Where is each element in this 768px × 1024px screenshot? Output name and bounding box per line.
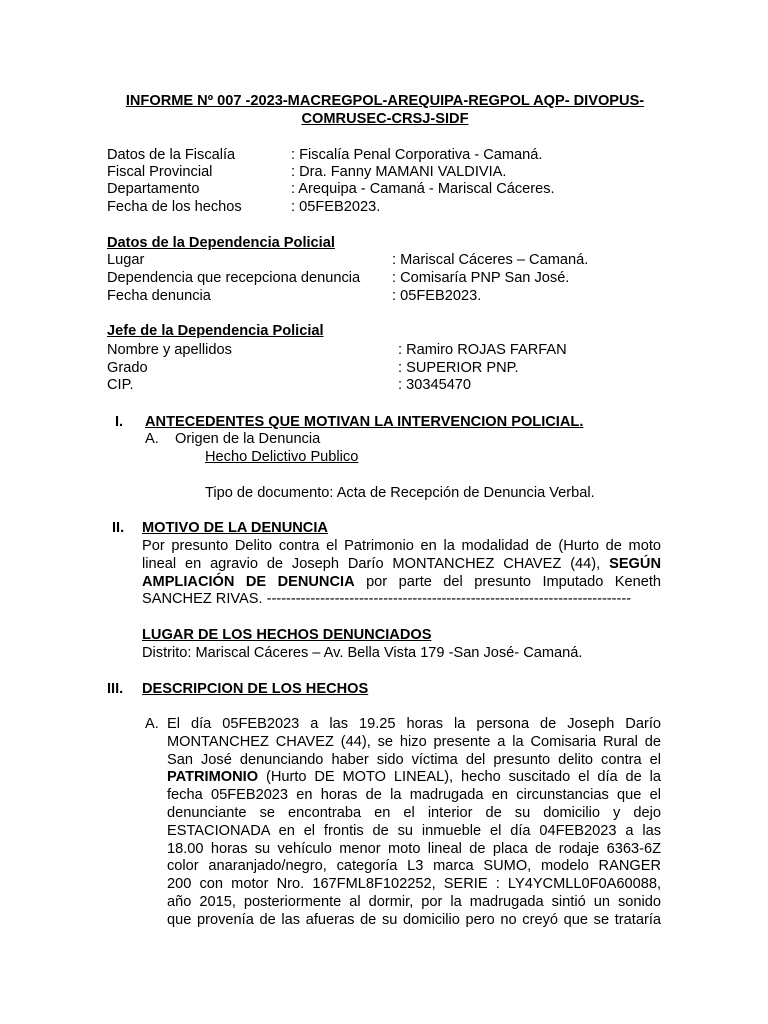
dependencia-label-2: Fecha denuncia [107, 288, 211, 304]
section-3-number: III. [107, 681, 124, 697]
descripcion-line-11: año 2015, posteriormente al dormir, por la madrugada sintió un sonido [167, 893, 661, 910]
descripcion-line-12: que provenía de las afueras de su domicilio pero no creyó que se trataría [167, 911, 661, 928]
tipo-documento: Tipo de documento: Acta de Recepción de Denuncia Verbal. [205, 485, 595, 501]
report-title-line-2: COMRUSEC-CRSJ-SIDF [301, 111, 469, 127]
section-1-number: I. [115, 414, 124, 430]
descripcion-line-6: denunciante se encontraba en el interior de su domicilio y dejo [167, 804, 661, 821]
descripcion-line-10: 200 con motor Nro. 167FML8F102252, SERIE : LY4YCMLL0F0A60088, [167, 876, 661, 893]
section-1-sub-heading: Origen de la Denuncia [175, 431, 321, 447]
dependencia-label-1: Dependencia que recepciona denuncia [107, 270, 361, 286]
motivo-line-2 [142, 556, 661, 574]
jefe-value-1: : SUPERIOR PNP. [398, 360, 519, 376]
descripcion-line-4-rest: (Hurto DE MOTO LINEAL), hecho suscitado el día de la [265, 769, 661, 786]
dependencia-value-0: : Mariscal Cáceres – Camaná. [392, 252, 589, 268]
fiscalia-value-2: : Arequipa - Camaná - Mariscal Cáceres. [291, 181, 555, 197]
section-2-number: II. [112, 520, 125, 536]
fiscalia-label-0: Datos de la Fiscalía [107, 147, 236, 163]
report-title [100, 92, 670, 128]
motivo-paragraph [142, 538, 661, 609]
descripcion-line-3: San José denunciando haber sido víctima del presunto delito contra el [167, 751, 661, 768]
motivo-line-3b: por parte del presunto Imputado Keneth [366, 573, 662, 590]
fiscalia-label-2: Departamento [107, 181, 200, 197]
motivo-line-2a: lineal en agravio de Joseph Darío MONTANCHEZ CHAVEZ (44), [142, 555, 601, 572]
motivo-ampliacion: AMPLIACIÓN DE DENUNCIA [142, 573, 355, 590]
section-3-heading: DESCRIPCION DE LOS HECHOS [142, 681, 369, 697]
dependencia-value-1: : Comisaría PNP San José. [392, 270, 570, 286]
descripcion-paragraph [167, 716, 661, 930]
jefe-label-0: Nombre y apellidos [107, 342, 232, 358]
descripcion-line-4 [167, 769, 661, 787]
motivo-segun: SEGÚN [609, 555, 661, 572]
descripcion-line-5: fecha 05FEB2023 en horas de la madrugada en circunstancias que el [167, 787, 661, 804]
fiscalia-value-1: : Dra. Fanny MAMANI VALDIVIA. [291, 164, 507, 180]
section-2-heading: MOTIVO DE LA DENUNCIA [142, 520, 328, 536]
lugar-text: Distrito: Mariscal Cáceres – Av. Bella Vista 179 -San José- Camaná. [142, 645, 583, 661]
fiscalia-label-1: Fiscal Provincial [107, 164, 213, 180]
motivo-line-4: SANCHEZ RIVAS. --------------------------------------------------------------------------- [142, 591, 632, 608]
patrimonio-bold: PATRIMONIO [167, 769, 259, 786]
motivo-line-1: Por presunto Delito contra el Patrimonio en la modalidad de (Hurto de moto [142, 538, 661, 554]
descripcion-line-8: 18.00 horas su vehículo menor moto lineal de placa de rodaje 6363-6Z [167, 840, 661, 857]
fiscalia-value-3: : 05FEB2023. [291, 199, 381, 215]
lugar-heading: LUGAR DE LOS HECHOS DENUNCIADOS [142, 627, 432, 643]
dependencia-value-2: : 05FEB2023. [392, 288, 482, 304]
hecho-delictivo: Hecho Delictivo Publico [205, 449, 359, 465]
jefe-heading: Jefe de la Dependencia Policial [107, 323, 324, 339]
report-title-line-1: INFORME Nº 007 -2023-MACREGPOL-AREQUIPA-REGPOL AQP- DIVOPUS- [125, 93, 645, 109]
jefe-label-1: Grado [107, 360, 148, 376]
fiscalia-label-3: Fecha de los hechos [107, 199, 242, 215]
jefe-label-2: CIP. [107, 377, 134, 393]
dependencia-label-0: Lugar [107, 252, 145, 268]
motivo-line-3 [142, 574, 661, 592]
jefe-value-2: : 30345470 [398, 377, 472, 393]
jefe-value-0: : Ramiro ROJAS FARFAN [398, 342, 567, 358]
section-3-letter: A. [145, 716, 159, 732]
descripcion-line-9: color anaranjado/negro, categoría L3 marca SUMO, modelo RANGER [167, 858, 661, 875]
dependencia-heading: Datos de la Dependencia Policial [107, 235, 335, 251]
descripcion-line-1: El día 05FEB2023 a las 19.25 horas la persona de Joseph Darío [167, 716, 661, 732]
section-1-heading: ANTECEDENTES QUE MOTIVAN LA INTERVENCION POLICIAL. [145, 414, 584, 430]
descripcion-line-7: ESTACIONADA en el frontis de su inmueble el día 04FEB2023 a las [167, 822, 661, 839]
descripcion-line-2: MONTANCHEZ CHAVEZ (44), se hizo presente a la Comisaria Rural de [167, 733, 661, 750]
section-1-sub-letter: A. [145, 431, 159, 447]
fiscalia-value-0: : Fiscalía Penal Corporativa - Camaná. [291, 147, 543, 163]
